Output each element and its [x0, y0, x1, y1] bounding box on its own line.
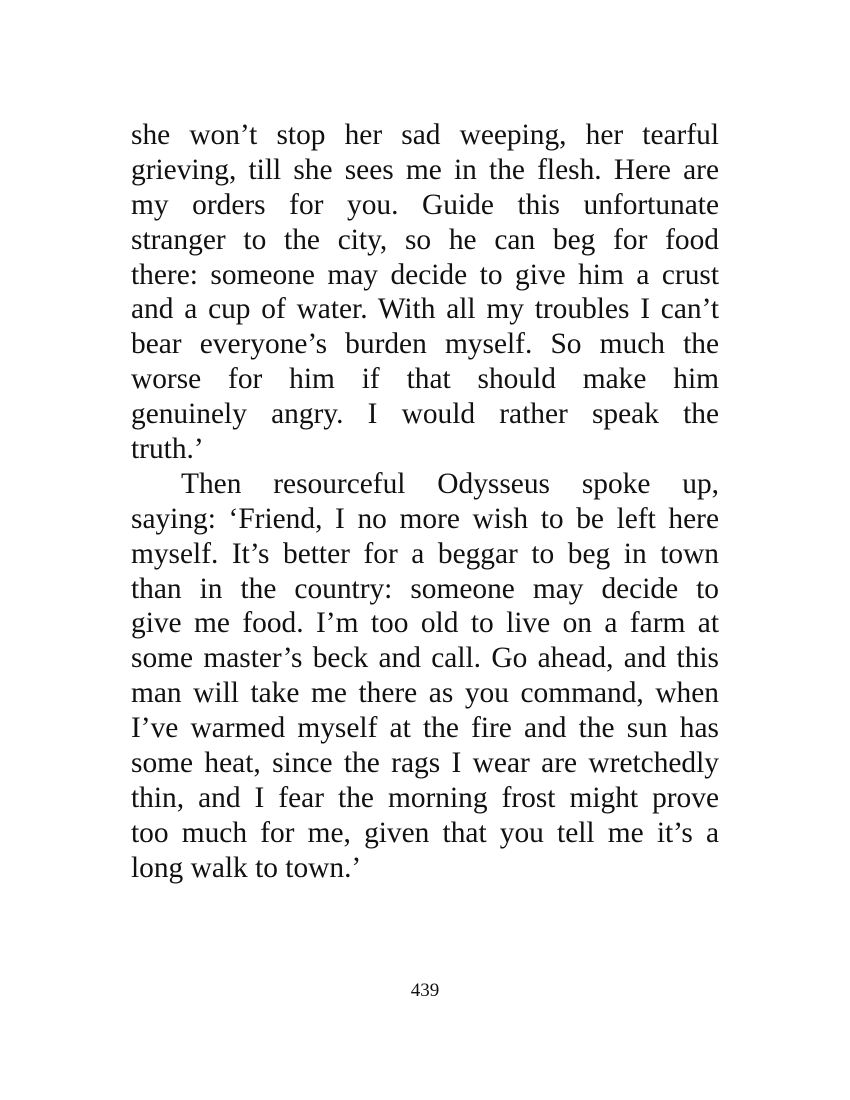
text-line: worse for him if that should make him: [131, 363, 719, 396]
text-line: thin, and I fear the morning frost might prove: [131, 781, 719, 814]
text-line: there: someone may decide to give him a crust: [131, 258, 719, 291]
paragraph-2: [131, 467, 719, 886]
text-line: saying: ‘Friend, I no more wish to be left here: [131, 502, 719, 535]
text-line: man will take me there as you command, when: [131, 677, 719, 710]
text-line: she won’t stop her sad weeping, her tearful: [131, 119, 719, 151]
text-line: bear everyone’s burden myself. So much the: [131, 328, 719, 361]
body-text: [131, 118, 719, 886]
text-line: too much for me, given that you tell me it’s a: [131, 816, 719, 849]
text-line: truth.’: [131, 433, 204, 466]
text-line: long walk to town.’: [131, 851, 362, 884]
text-line: myself. It’s better for a beggar to beg in town: [131, 537, 719, 570]
text-line: some master’s beck and call. Go ahead, and this: [131, 642, 719, 675]
text-line: I’ve warmed myself at the fire and the sun has: [131, 712, 719, 745]
text-line: some heat, since the rags I wear are wretchedly: [131, 747, 719, 780]
text-line: Then resourceful Odysseus spoke up,: [181, 467, 719, 500]
text-line: give me food. I’m too old to live on a farm at: [131, 607, 719, 640]
text-line: genuinely angry. I would rather speak the: [131, 398, 719, 431]
paragraph-1: [131, 118, 719, 467]
text-line: grieving, till she sees me in the flesh. Here are: [131, 153, 719, 186]
text-line: my orders for you. Guide this unfortunate: [131, 188, 719, 221]
text-line: stranger to the city, so he can beg for food: [131, 223, 719, 256]
page-number: 439: [410, 980, 440, 1001]
text-line: and a cup of water. With all my troubles I can’t: [131, 293, 719, 326]
text-line: than in the country: someone may decide to: [131, 572, 719, 605]
